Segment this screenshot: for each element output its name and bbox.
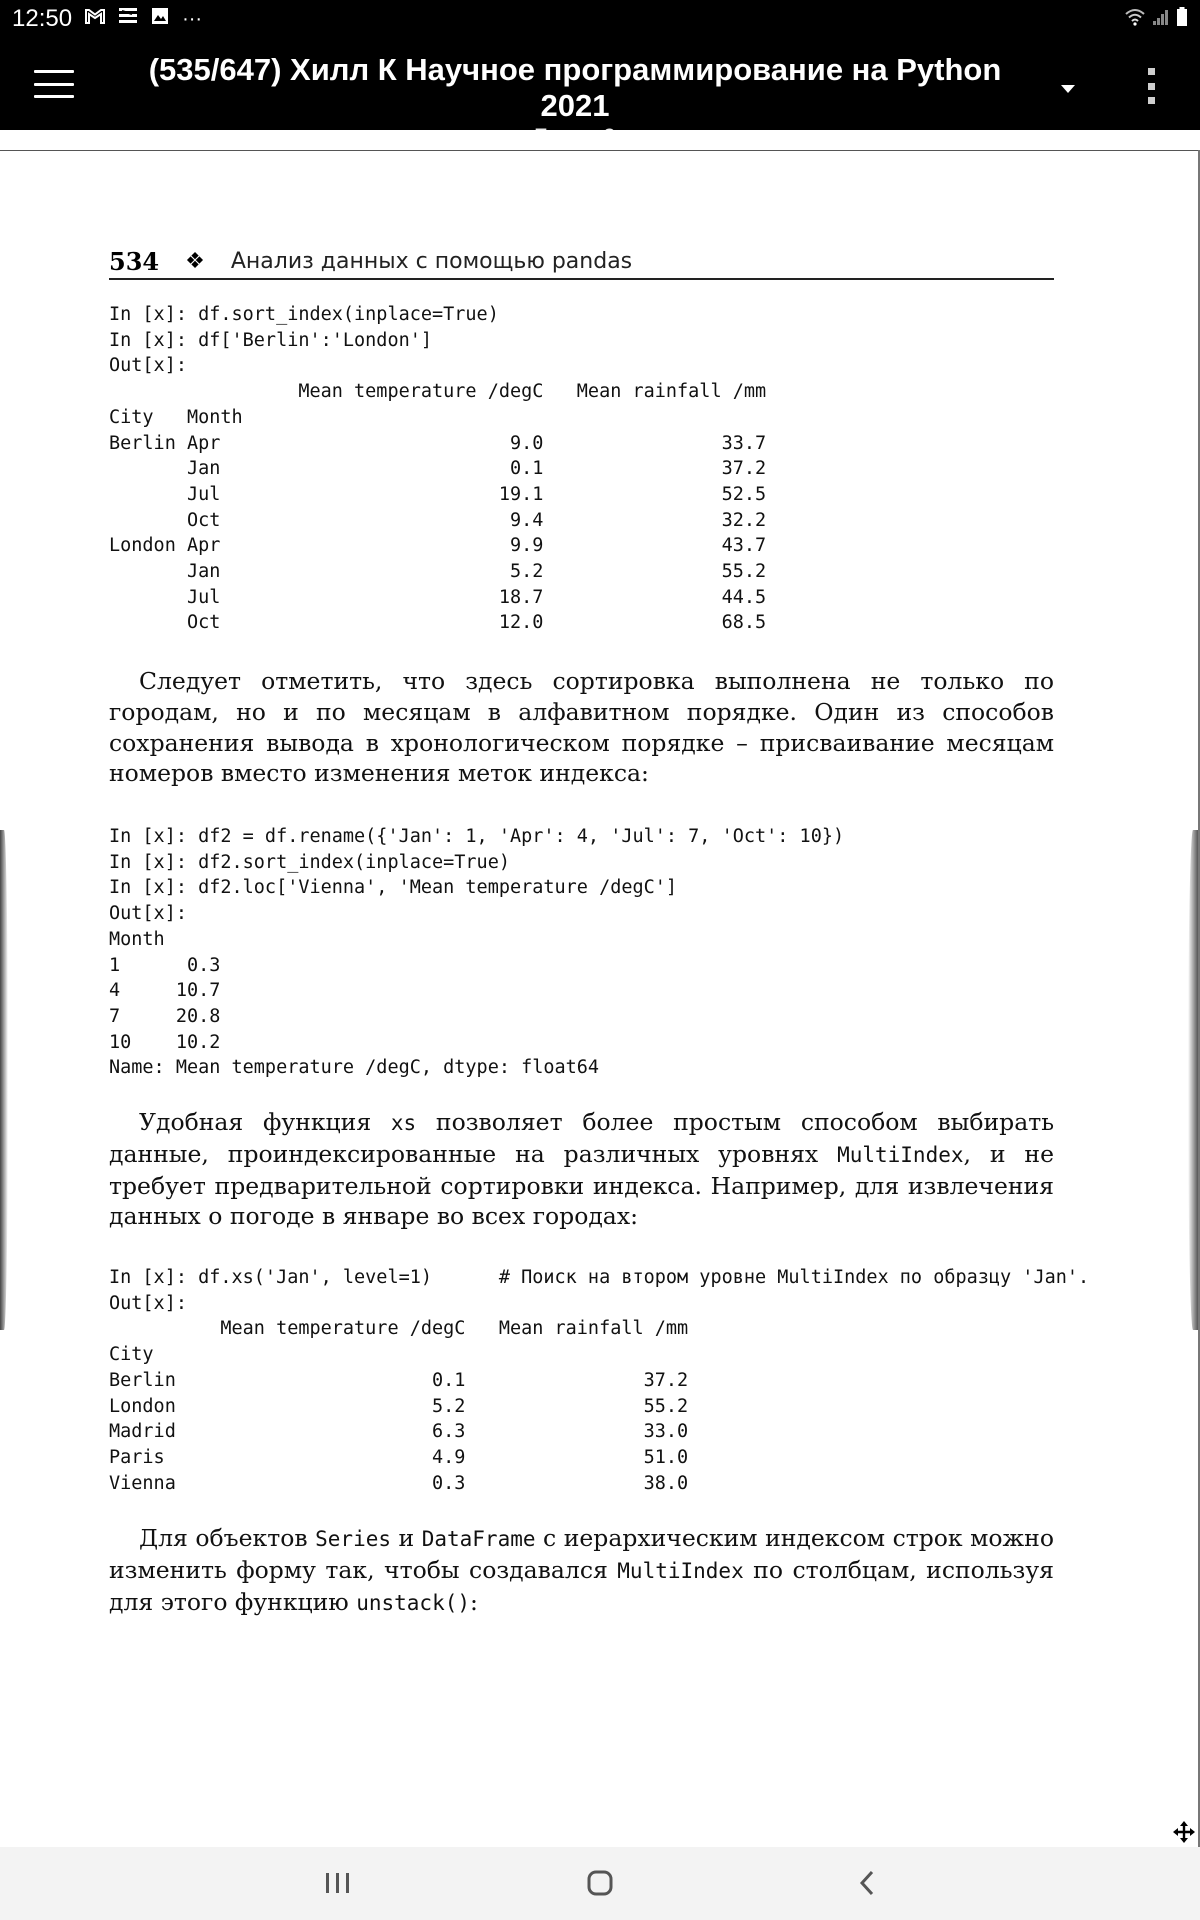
app-bar <box>0 38 1200 130</box>
status-left <box>12 5 202 33</box>
paragraph-sorting-note: Следует отметить, что здесь сортировка выполнена не только по городам, но и по месяцам в алфавитном порядке. Один из способов сохранения вывода в хронологическом порядке – присваивание месяцам номеров вместо изменения меток индекса: <box>109 667 1054 788</box>
home-icon[interactable] <box>581 1865 621 1901</box>
inline-code: Series <box>315 1527 391 1551</box>
text-span: и <box>391 1524 422 1552</box>
more-notifications-icon: ··· <box>182 7 203 30</box>
status-bar <box>0 0 1200 38</box>
page-curl-shadow-left <box>0 830 8 1330</box>
signal-app-icon <box>118 6 138 32</box>
page-curl-shadow-right <box>1188 830 1198 1330</box>
inline-code: unstack() <box>356 1590 471 1615</box>
system-nav-bar <box>0 1847 1200 1920</box>
code-block-rename: In [x]: df2 = df.rename({'Jan': 1, 'Apr': 4, 'Jul': 7, 'Oct': 10}) In [x]: df2.sort_index(inplace=True) In [x]: df2.loc['Vienna', 'Mean temperature /degC'] Out[x]: Month 1 0.3 4 10.7 7 20.8 10 10.2 Name: Mean temperature /degC, dtype: float64 <box>109 826 845 1079</box>
wifi-icon <box>1124 8 1146 31</box>
text-span: Удобная функция <box>139 1108 391 1136</box>
page-edge-top <box>0 150 1198 151</box>
status-time: 12:50 <box>12 5 73 32</box>
paragraph-xs-function <box>109 1107 1054 1232</box>
status-right <box>1124 7 1188 32</box>
code-block-sort-index: In [x]: df.sort_index(inplace=True) In [x]: df['Berlin':'London'] Out[x]: Mean temperature /degC Mean rainfall /mm City Month Berlin Apr 9.0 33.7 Jan 0.1 37.2 Jul 19.1 52.5 Oct 9.4 32.2 London Apr 9.9 43.7 Jan 5.2 55.2 Jul 18.7 44.5 Oct 12.0 68.5 <box>109 304 767 634</box>
hamburger-icon[interactable] <box>30 64 78 104</box>
text-span: Для объектов <box>139 1524 316 1552</box>
document-title: (535/647) Хилл К Научное программирование на Python 2021 <box>148 52 1002 123</box>
inline-code: MultiIndex <box>617 1558 744 1583</box>
text-span: с иерархическим индексом строк можно изменить форму так, чтобы создавался <box>109 1524 1054 1584</box>
text-span: по столбцам, используя для этого функцию <box>109 1555 1055 1616</box>
inline-code: MultiIndex <box>837 1142 964 1167</box>
text-span: , и не требует предварительной сортировки индекса. Например, для извлечения данных о погоде в январе во всех городах: <box>109 1139 1054 1231</box>
running-head <box>109 244 1054 280</box>
gmail-icon <box>84 7 106 31</box>
back-icon[interactable] <box>848 1865 888 1901</box>
running-head-title: Анализ данных с помощью pandas <box>230 249 633 274</box>
move-icon[interactable] <box>1172 1820 1196 1844</box>
text-span: : <box>470 1587 478 1616</box>
inline-code: xs <box>390 1111 417 1135</box>
vertical-dots-icon[interactable] <box>1136 64 1166 108</box>
page-number: 534 <box>109 247 160 276</box>
cell-signal-icon <box>1152 8 1170 31</box>
code-block-xs: In [x]: df.xs('Jan', level=1) # Поиск на втором уровне MultiIndex по образцу 'Jan'. Out[x]: Mean temperature /degC Mean rainfall /mm City Berlin 0.1 37.2 London 5.2 55.2 Madrid 6.3 33.0 Paris 4.9 51.0 Vienna 0.3 38.0 <box>109 1267 1090 1494</box>
recents-icon[interactable] <box>318 1865 358 1901</box>
text-span: позволяет более простым способом выбирать данные, проиндексированные на различных уровнях <box>109 1108 1055 1168</box>
document-page-area[interactable] <box>0 130 1200 1847</box>
paragraph-unstack <box>109 1523 1054 1618</box>
battery-icon <box>1176 7 1188 32</box>
caret-down-icon[interactable] <box>1050 78 1086 102</box>
image-icon <box>150 6 170 32</box>
ornament-glyph: ❖ <box>185 249 205 274</box>
inline-code: DataFrame <box>421 1527 536 1551</box>
